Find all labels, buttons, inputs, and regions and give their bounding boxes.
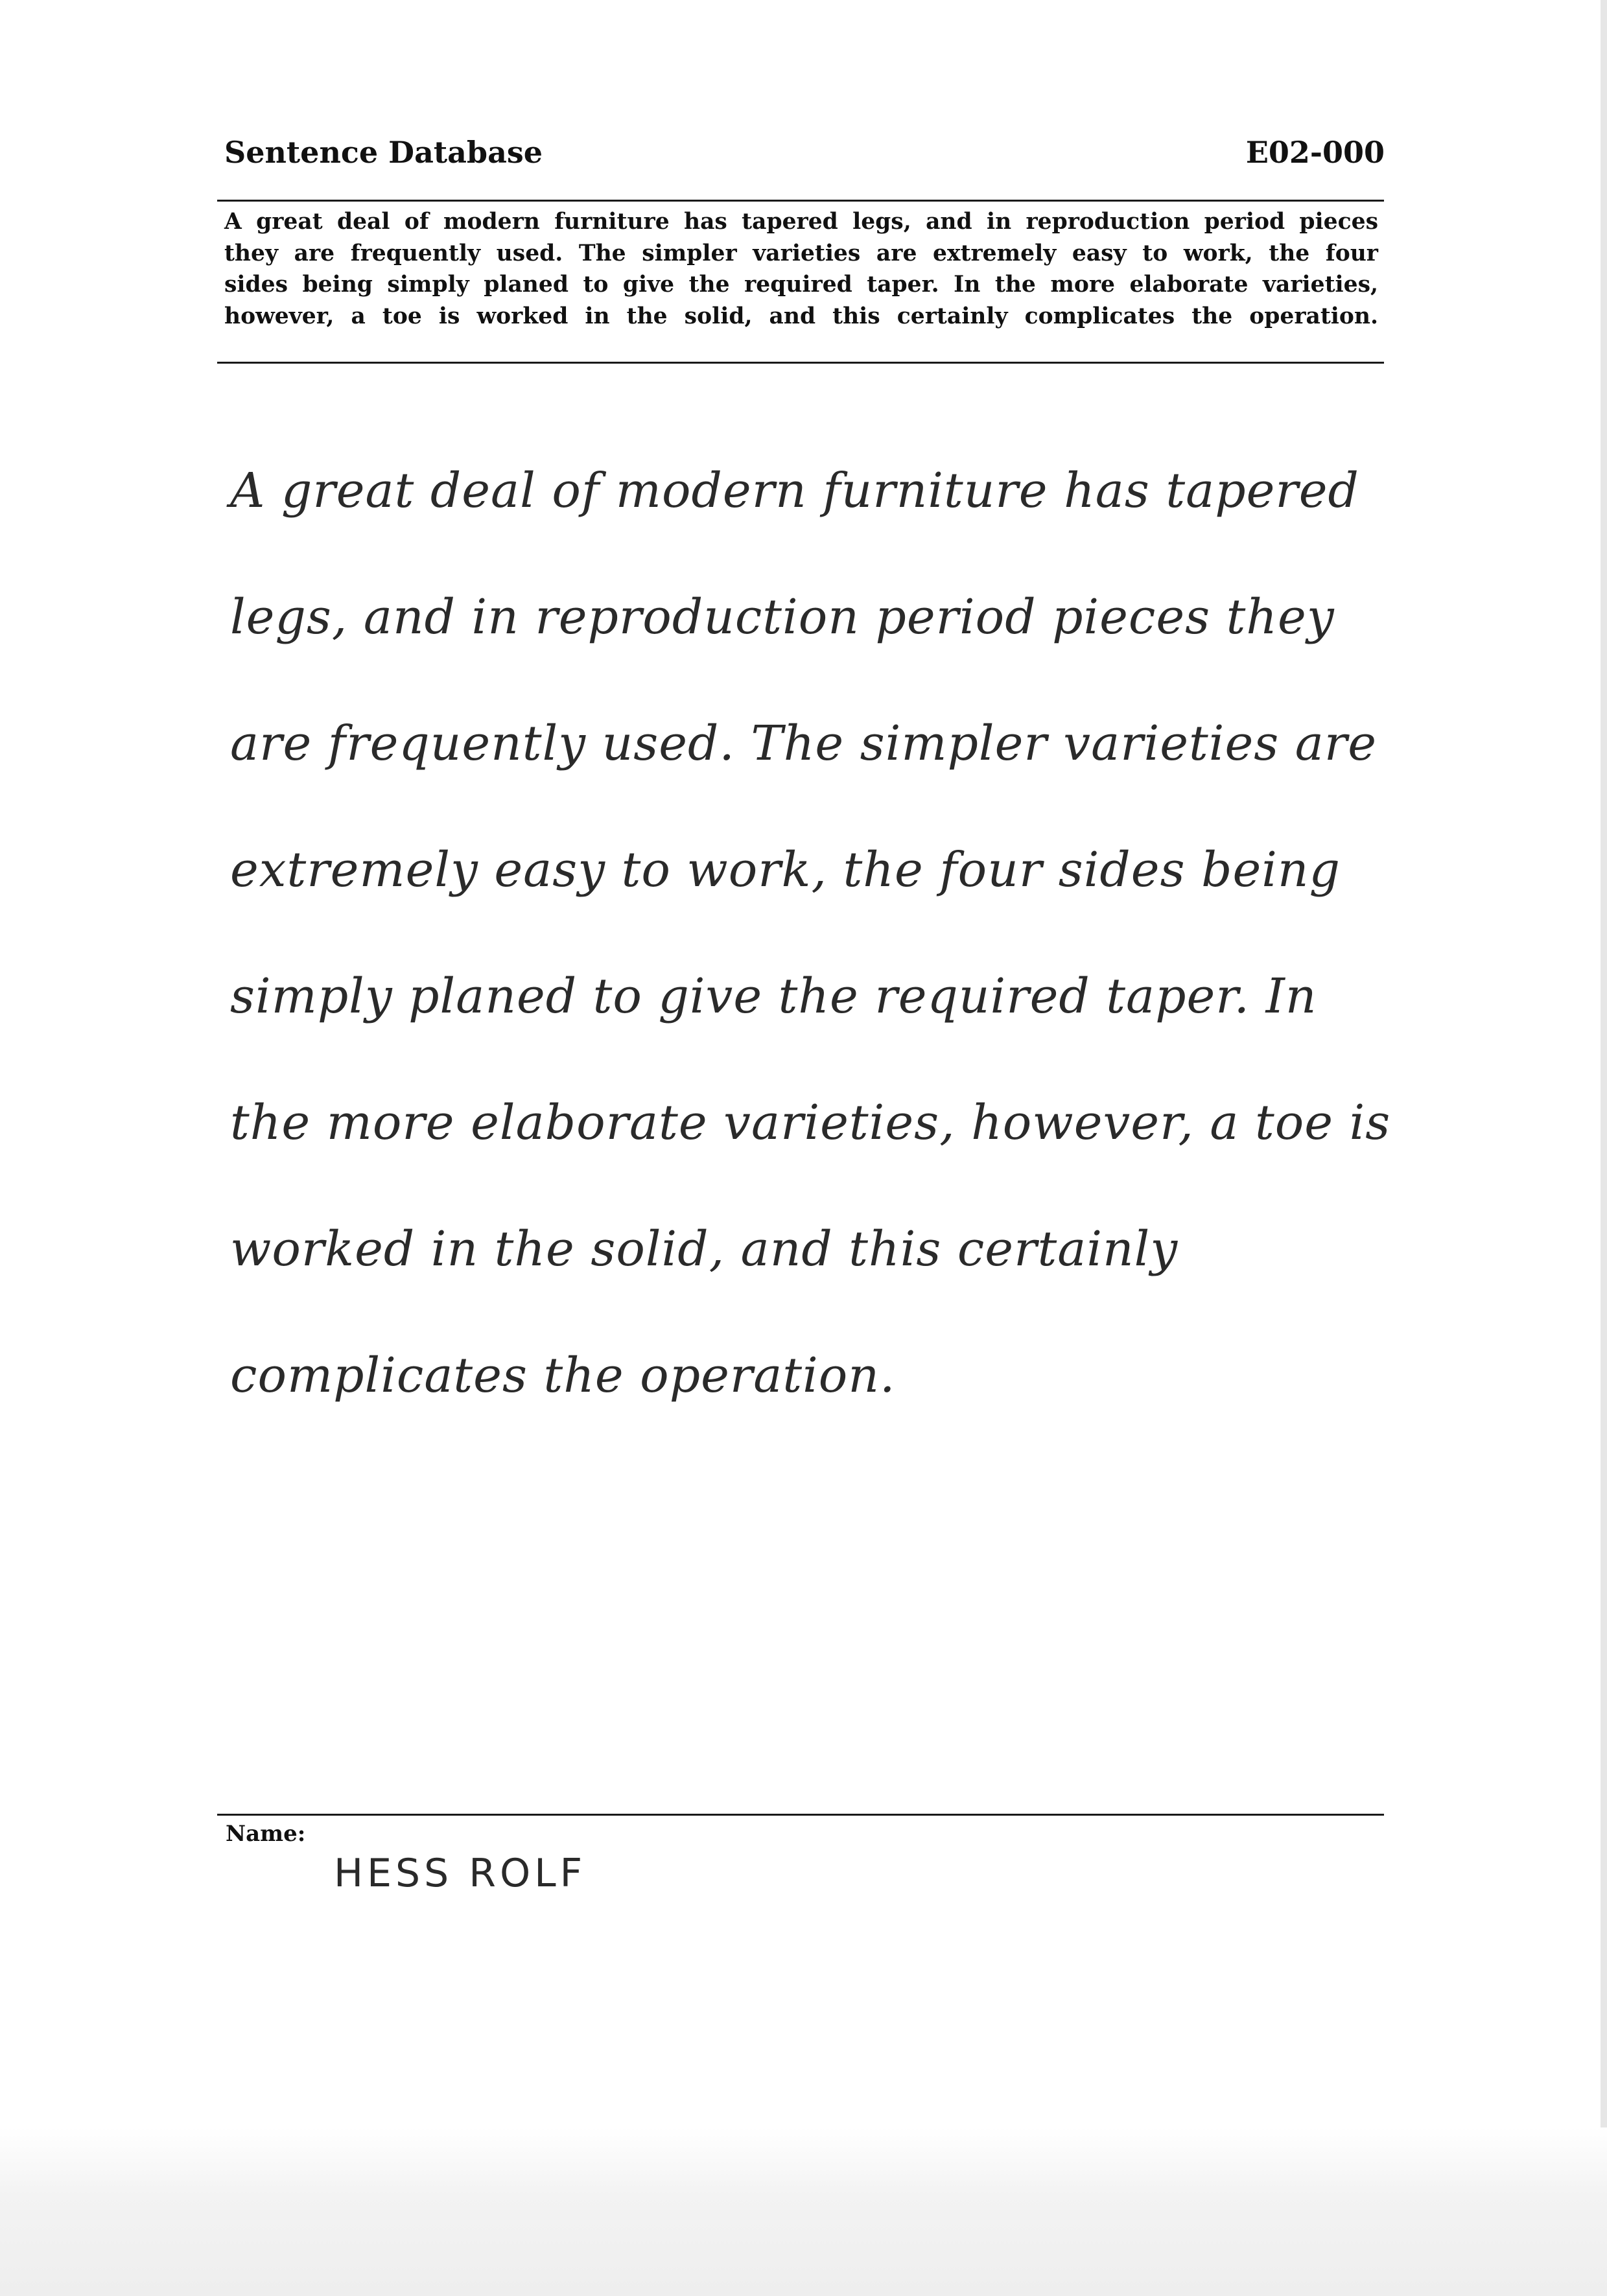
top-divider	[217, 200, 1384, 202]
form-header	[224, 130, 1385, 182]
handwritten-line: legs, and in reproduction period pieces they	[230, 589, 1335, 645]
handwritten-line: simply planed to give the required taper. In	[230, 968, 1317, 1024]
scan-edge	[1601, 0, 1607, 2296]
prompt-line: they are frequently used. The simpler varieties are extremely easy to work, the four	[224, 240, 1378, 266]
prompt-line: however, a toe is worked in the solid, and this certainly complicates the operation.	[224, 303, 1378, 329]
handwritten-line: extremely easy to work, the four sides being	[230, 842, 1341, 898]
scan-bottom-shade	[0, 2127, 1607, 2296]
handwritten-name: HESS ROLF	[334, 1851, 587, 1896]
handwritten-text	[230, 428, 1397, 1439]
name-divider	[217, 1814, 1384, 1816]
handwritten-line: complicates the operation.	[230, 1348, 896, 1403]
database-title: Sentence Database	[224, 135, 543, 170]
prompt-divider	[217, 362, 1384, 364]
prompt-line: A great deal of modern furniture has tapered legs, and in reproduction period pieces	[224, 209, 1378, 235]
name-label: Name:	[226, 1821, 306, 1847]
handwritten-line: are frequently used. The simpler varieties are	[230, 716, 1378, 771]
handwritten-line: A great deal of modern furniture has tapered	[230, 463, 1359, 519]
prompt-line: sides being simply planed to give the required taper. In the more elaborate varieties,	[224, 272, 1378, 298]
handwritten-line: the more elaborate varieties, however, a toe is	[230, 1095, 1391, 1151]
printed-prompt-text	[224, 206, 1378, 332]
form-id: E02-000	[1245, 135, 1385, 170]
handwritten-line: worked in the solid, and this certainly	[230, 1221, 1179, 1277]
